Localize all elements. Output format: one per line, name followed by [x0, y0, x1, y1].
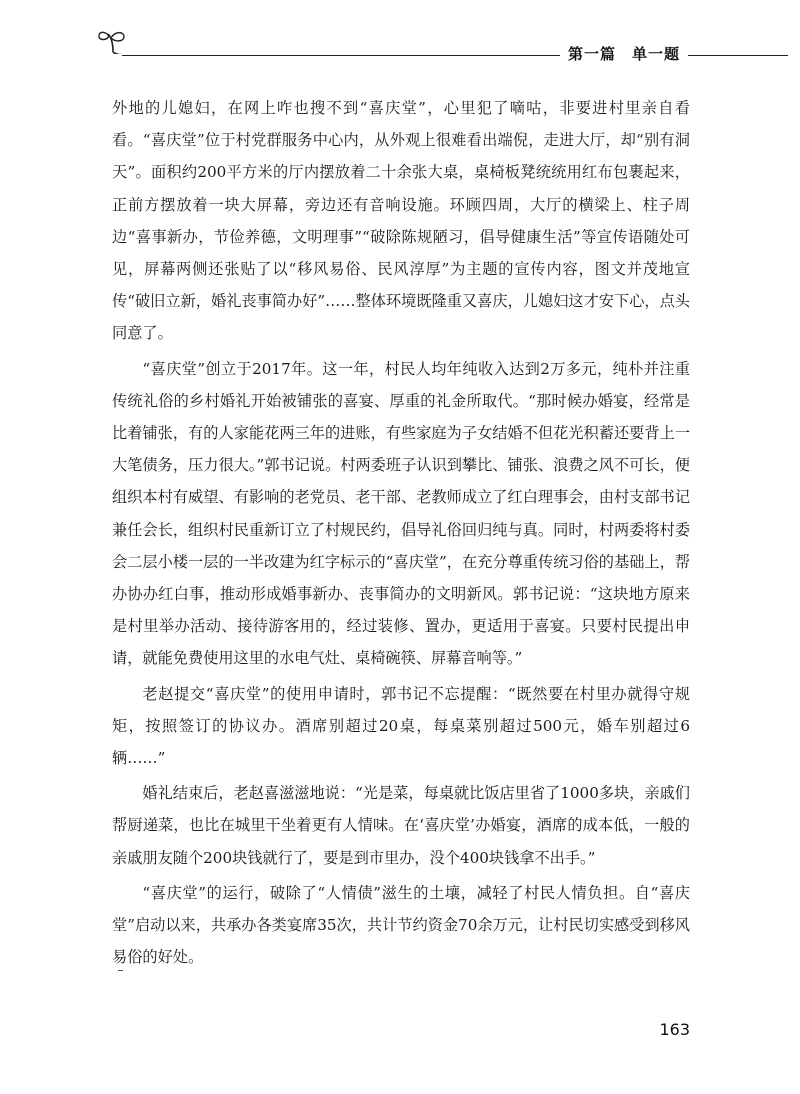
running-header: [96, 28, 788, 68]
paragraph: 老赵提交“喜庆堂”的使用申请时，郭书记不忘提醒：“既然要在村里办就得守规矩，按照签订的协议办。酒席别超过20桌，每桌菜别超过500元，婚车别超过6辆……”: [112, 684, 690, 768]
stray-mark: [118, 970, 123, 971]
paragraph: 婚礼结束后，老赵喜滋滋地说：“光是菜，每桌就比饭店里省了1000多块，亲戚们帮厨递菜，也比在城里干坐着更有人情味。在‘喜庆堂’办婚宴，酒席的成本低，一般的亲戚朋友随个200块钱就行了，要是到市里办，没个400块钱拿不出手。”: [112, 784, 690, 867]
sprout-icon: [96, 28, 130, 54]
paragraph: 外地的儿媳妇，在网上咋也搜不到“喜庆堂”，心里犯了嘀咕，非要进村里亲自看看。“喜庆堂”位于村党群服务中心内，从外观上很难看出端倪，走进大厅，却“别有洞天”。面积约200平方米的厅内摆放着二十余张大桌，桌椅板凳统统用红布包裹起来，正前方摆放着一块大屏幕，旁边还有音响设施。环顾四周，大厅的横梁上、柱子周边“喜事新办，节俭养德，文明理事”“破除陈规陋习，倡导健康生活”等宣传语随处可见，屏幕两侧还张贴了以“移风易俗、民风淳厚”为主题的宣传内容，图文并茂地宣传“破旧立新，婚礼丧事简办好”……整体环境既隆重又喜庆，儿媳妇这才安下心，点头同意了。: [112, 99, 690, 343]
paragraph: “喜庆堂”的运行，破除了“人情债”滋生的土壤，减轻了村民人情负担。自“喜庆堂”启动以来，共承办各类宴席35次，共计节约资金70余万元，让村民切实感受到移风易俗的好处。: [112, 883, 690, 967]
part-label: 第一篇: [567, 45, 616, 63]
section-title: [560, 42, 688, 66]
body-text: [112, 92, 690, 973]
header-rule: [122, 55, 788, 56]
paragraph: “喜庆堂”创立于2017年。这一年，村民人均年纯收入达到2万多元，纯朴并注重传统礼俗的乡村婚礼开始被铺张的喜宴、厚重的礼金所取代。“那时候办婚宴，经常是比着铺张，有的人家能花两三年的进账，有些家庭为子女结婚不但花光积蓄还要背上一大笔债务，压力很大。”郭书记说。村两委班子认识到攀比、铺张、浪费之风不可长，便组织本村有威望、有影响的老党员、老干部、老教师成立了红白理事会，由村支部书记兼任会长，组织村民重新订立了村规民约，倡导礼俗回归纯与真。同时，村两委将村委会二层小楼一层的一半改建为红字标示的“喜庆堂”，在充分尊重传统习俗的基础上，帮办协办红白事，推动形成婚事新办、丧事简办的文明新风。郭书记说：“这块地方原来是村里举办活动、接待游客用的，经过装修、置办，更适用于喜宴。只要村民提出申请，就能免费使用这里的水电气灶、桌椅碗筷、屏幕音响等。”: [112, 359, 690, 668]
section-label: 单一题: [631, 45, 680, 63]
page-number: 163: [659, 1020, 690, 1039]
